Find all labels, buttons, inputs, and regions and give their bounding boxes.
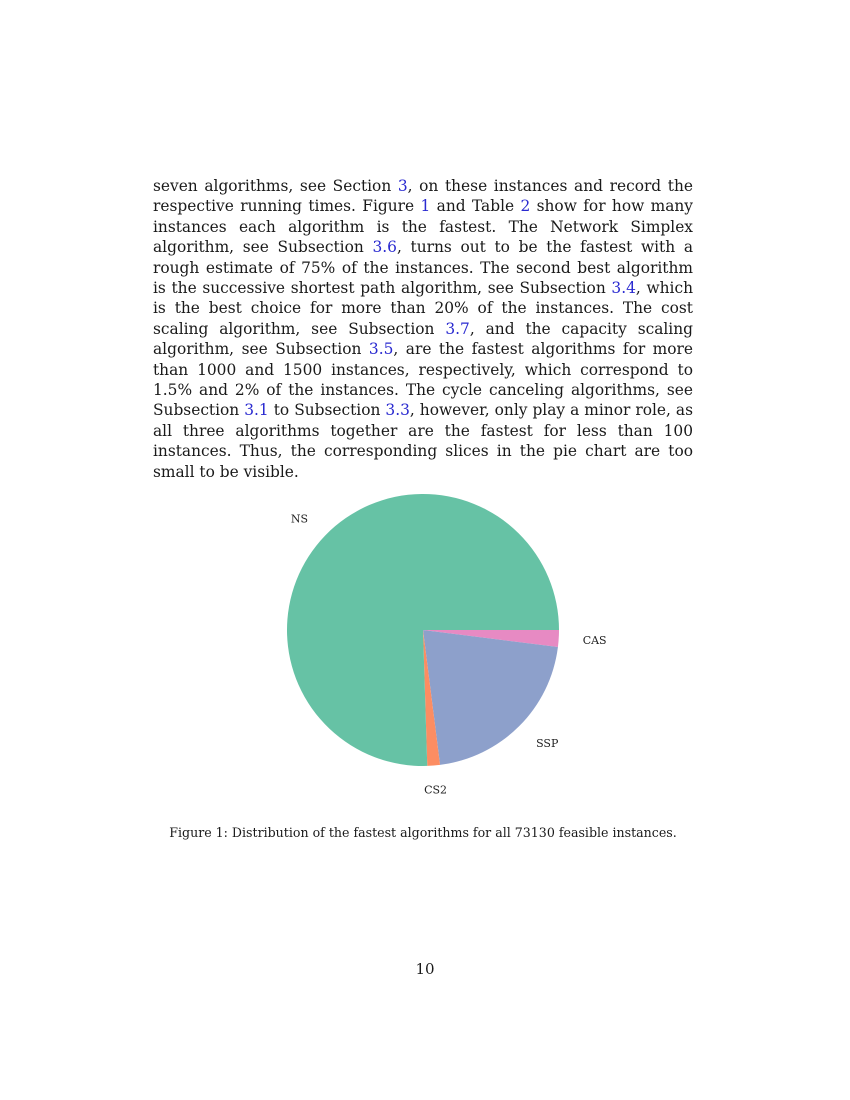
pie-label-cs2: CS2 [424,783,448,797]
text-run: , turns out to be the fastest with a rough estimate of 75% of the instances. The second best algorithm is the successive shortest path algorithm, see Subsection [153,238,693,298]
text-run: seven algorithms, see Section [153,177,398,195]
subsection-3-4-link[interactable]: 3.4 [611,279,636,298]
table-2-link[interactable]: 2 [520,197,531,216]
subsection-3-3-link[interactable]: 3.3 [385,401,410,420]
section-3-link[interactable]: 3 [397,177,408,195]
page-number: 10 [415,960,435,978]
text-run: show for how many instances each algorithm is the fastest. The Network Simplex algorithm, see Subsection [153,197,694,257]
text-run: and Table [430,197,521,216]
subsection-3-7-link[interactable]: 3.7 [445,319,470,338]
pie-label-cas: CAS [582,634,607,647]
text-run: , and the capacity scaling algorithm, see Subsection [153,319,693,359]
subsection-3-1-link[interactable]: 3.1 [244,401,269,420]
text-run: to Subsection [268,401,386,420]
pie-label-ns: NS [290,512,309,526]
pie-chart [270,480,610,800]
text-run: , which is the best choice for more than 20% of the instances. The cost scaling algorithm, see Subsection [153,279,693,338]
text-run: , are the fastest algorithms for more than 1000 and 1500 instances, respectively, which correspond to 1.5% and 2% of the instances. The cycle canceling algorithms, see Subsection [153,340,694,420]
body-paragraph [153,176,693,482]
figure-1-link[interactable]: 1 [420,197,431,216]
text-run: , however, only play a minor role, as all three algorithms together are the fastest for less than 100 instances. Thus, the corresponding slices in the pie chart are too small to be visible. [153,401,693,481]
subsection-3-5-link[interactable]: 3.5 [368,340,394,359]
figure-caption: Figure 1: Distribution of the fastest algorithms for all 73130 feasible instances. [169,825,677,840]
text-run: , on these instances and record the respective running times. Figure [153,177,693,216]
pie-label-ssp: SSP [536,737,559,751]
subsection-3-6-link[interactable]: 3.6 [372,238,397,257]
